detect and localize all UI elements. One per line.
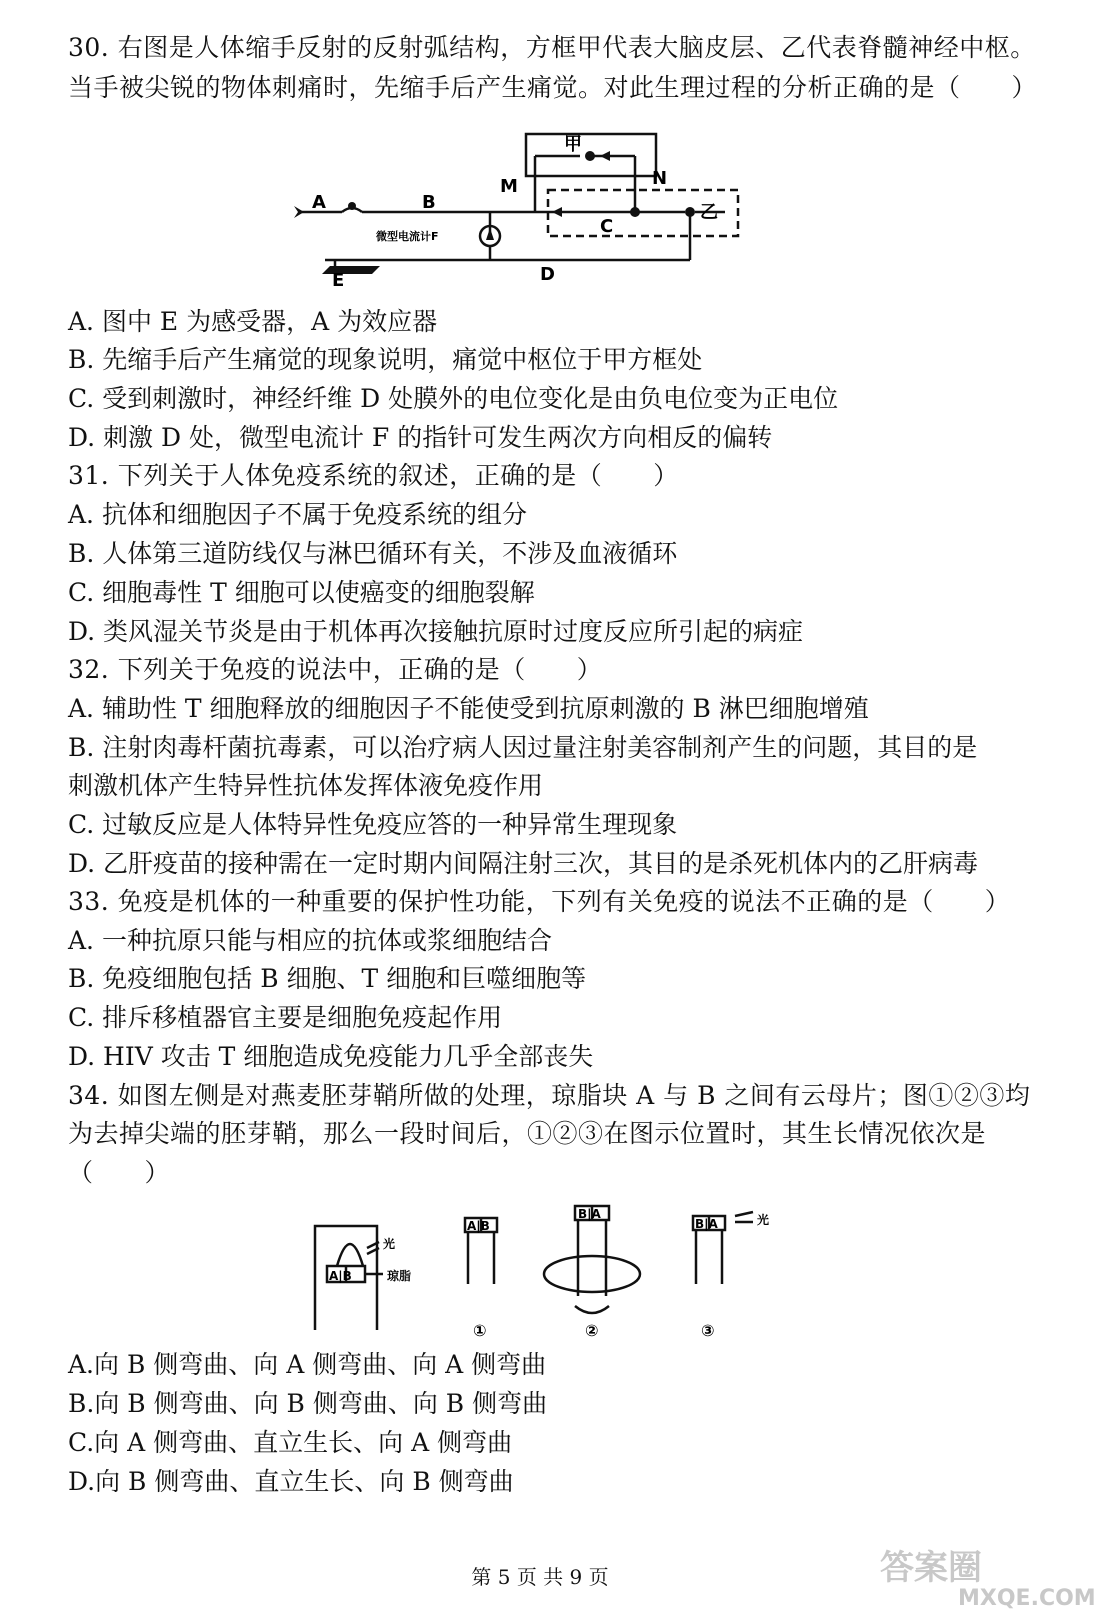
label-b: B (422, 192, 436, 213)
q30-stem-line2: 当手被尖锐的物体刺痛时，先缩手后产生痛觉。对此生理过程的分析正确的是（ ） (68, 73, 1038, 102)
num-2: ② (585, 1321, 599, 1340)
coleoptile-diagram (305, 1196, 785, 1344)
q31-option-b: B. 人体第三道防线仅与淋巴循环有关，不涉及血液循环 (68, 539, 678, 568)
block-2: B|A (578, 1207, 601, 1221)
block-3: B|A (695, 1217, 718, 1231)
num-3: ③ (701, 1321, 715, 1340)
q31-option-c: C. 细胞毒性 T 细胞可以使癌变的细胞裂解 (68, 578, 535, 607)
q30-stem-line1: 30. 右图是人体缩手反射的反射弧结构，方框甲代表大脑皮层、乙代表脊髓神经中枢。 (68, 33, 1036, 62)
agar-label: 琼脂 (387, 1269, 412, 1283)
watermark-site: MXQE.COM (958, 1586, 1096, 1611)
q34-option-c: C.向 A 侧弯曲、直立生长、向 A 侧弯曲 (68, 1428, 513, 1457)
label-c: C (600, 216, 614, 237)
q30-option-c: C. 受到刺激时，神经纤维 D 处膜外的电位变化是由负电位变为正电位 (68, 384, 839, 413)
num-1: ① (473, 1321, 487, 1340)
q31-option-d: D. 类风湿关节炎是由于机体再次接触抗原时过度反应所引起的病症 (68, 617, 804, 646)
q32-stem: 32. 下列关于免疫的说法中，正确的是（ ） (68, 655, 603, 684)
meter-label: 微型电流计F (376, 230, 439, 243)
q32-option-a: A. 辅助性 T 细胞释放的细胞因子不能使受到抗原刺激的 B 淋巴细胞增殖 (68, 694, 869, 723)
label-m: M (500, 176, 518, 197)
q34-option-b: B.向 B 侧弯曲、向 B 侧弯曲、向 B 侧弯曲 (68, 1389, 548, 1418)
reflex-arc-diagram (290, 128, 760, 291)
watermark-logo: 答案圈 (880, 1548, 982, 1588)
q33-option-a: A. 一种抗原只能与相应的抗体或浆细胞结合 (68, 926, 552, 955)
q32-option-d: D. 乙肝疫苗的接种需在一定时期内间隔注射三次，其目的是杀死机体内的乙肝病毒 (68, 849, 979, 878)
q33-option-c: C. 排斥移植器官主要是细胞免疫起作用 (68, 1003, 503, 1032)
q33-option-d: D. HIV 攻击 T 细胞造成免疫能力几乎全部丧失 (68, 1042, 594, 1071)
q30-option-d: D. 刺激 D 处，微型电流计 F 的指针可发生两次方向相反的偏转 (68, 423, 773, 452)
q34-stem-line1: 34. 如图左侧是对燕麦胚芽鞘所做的处理，琼脂块 A 与 B 之间有云母片；图①②③均 (68, 1081, 1031, 1110)
block-1: A|B (467, 1219, 490, 1233)
label-jia: 甲 (564, 134, 582, 155)
q34-option-a: A.向 B 侧弯曲、向 A 侧弯曲、向 A 侧弯曲 (68, 1350, 547, 1379)
q30-option-a: A. 图中 E 为感受器，A 为效应器 (68, 307, 438, 336)
label-yi: 乙 (700, 202, 718, 223)
q34-stem-line2: 为去掉尖端的胚芽鞘，那么一段时间后，①②③在图示位置时，其生长情况依次是 (68, 1119, 987, 1148)
q32-option-c: C. 过敏反应是人体特异性免疫应答的一种异常生理现象 (68, 810, 678, 839)
q32-option-b: B. 注射肉毒杆菌抗毒素，可以治疗病人因过量注射美容制剂产生的问题，其目的是 (68, 733, 978, 762)
light-left: 光 (383, 1237, 396, 1251)
q33-stem: 33. 免疫是机体的一种重要的保护性功能，下列有关免疫的说法不正确的是（ ） (68, 887, 1011, 916)
q33-option-b: B. 免疫细胞包括 B 细胞、T 细胞和巨噬细胞等 (68, 964, 587, 993)
block-left: A|B (329, 1269, 352, 1283)
label-a: A (312, 192, 326, 213)
page-footer: 第 5 页 共 9 页 (471, 1565, 609, 1589)
q30-option-b: B. 先缩手后产生痛觉的现象说明，痛觉中枢位于甲方框处 (68, 345, 703, 374)
label-n: N (652, 168, 668, 189)
q34-option-d: D.向 B 侧弯曲、直立生长、向 B 侧弯曲 (68, 1467, 514, 1496)
light-3: 光 (757, 1213, 770, 1227)
q31-stem: 31. 下列关于人体免疫系统的叙述，正确的是（ ） (68, 461, 679, 490)
label-e: E (332, 270, 345, 291)
label-d: D (540, 264, 555, 285)
q32-option-b-cont: 刺激机体产生特异性抗体发挥体液免疫作用 (68, 771, 544, 800)
q34-stem-line3: （ ） (68, 1158, 171, 1187)
q31-option-a: A. 抗体和细胞因子不属于免疫系统的组分 (68, 500, 527, 529)
